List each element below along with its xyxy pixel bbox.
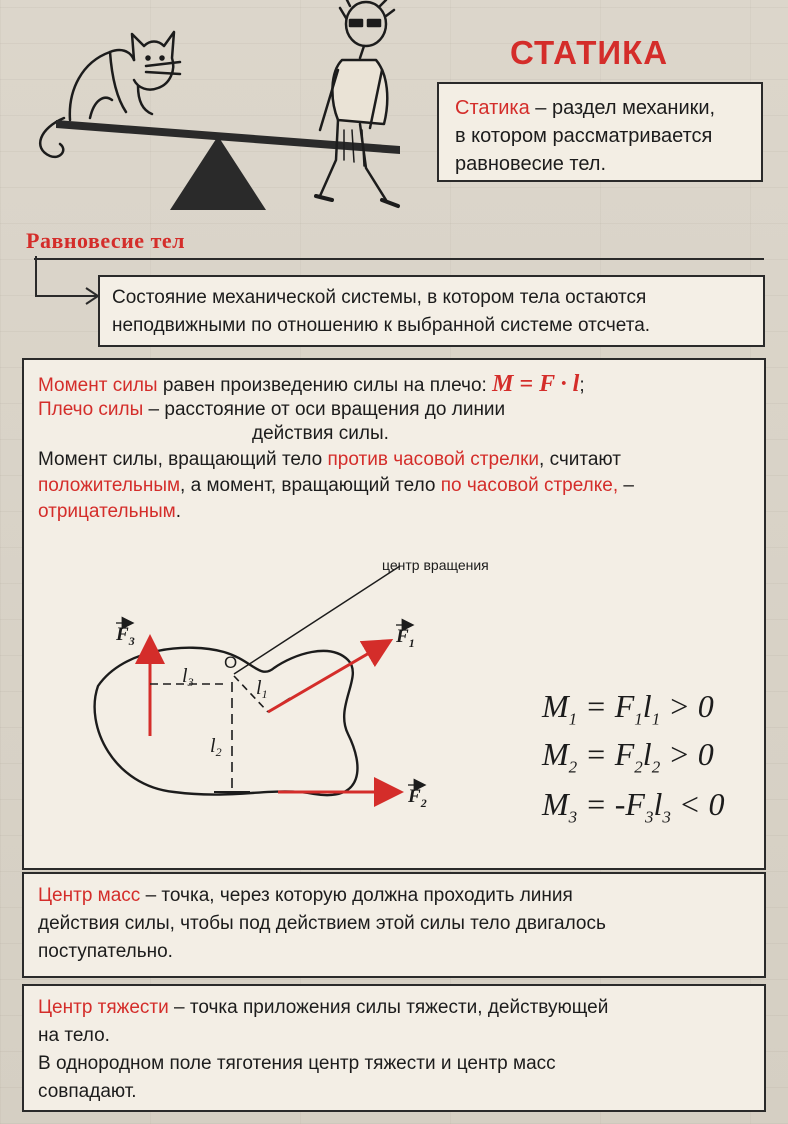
center-of-gravity-box	[22, 984, 766, 1112]
section-rule	[34, 258, 764, 260]
connector-arrow-icon	[30, 256, 102, 312]
clockwise-term: по часовой стрелке,	[440, 475, 619, 496]
statics-term: Статика	[455, 97, 530, 119]
counterclockwise-term: против часовой стрелки	[327, 449, 540, 470]
statics-definition-text: – раздел механики,	[529, 97, 716, 119]
center-of-mass-term: Центр масс	[38, 885, 141, 906]
seesaw-fulcrum	[170, 136, 266, 210]
rule-line3	[38, 500, 181, 524]
force-F2-label: $F_2$	[408, 786, 427, 810]
force-F1-arrow	[268, 642, 388, 712]
moment-term: Момент силы	[38, 375, 158, 396]
moment-line1	[38, 372, 585, 398]
rule-dash: –	[618, 475, 634, 496]
center-pointer-line	[234, 566, 400, 674]
statics-definition-line2: в котором рассматривается	[455, 125, 713, 147]
seesaw-illustration	[20, 0, 440, 230]
equation-M1: $M_1 = F_1l_1 > 0$	[542, 688, 714, 729]
force-F1-label: $F_1$	[396, 626, 415, 650]
person-figure	[316, 0, 398, 206]
cog-line4: совпадают.	[38, 1081, 137, 1102]
rule-text-c: , считают	[539, 449, 621, 470]
rule-line1	[38, 448, 621, 472]
arm-text: – расстояние от оси вращения до линии	[143, 399, 506, 420]
arm-term: Плечо силы	[38, 399, 144, 420]
moment-formula: M = F · l	[492, 371, 580, 397]
arm-line1	[38, 398, 505, 422]
cog-line1	[38, 994, 750, 1022]
center-of-rotation-label: центр вращения	[382, 557, 489, 573]
cog-text1: – точка приложения силы тяжести, действующей	[168, 997, 609, 1018]
cat-figure	[40, 32, 180, 157]
equilibrium-definition-box	[98, 275, 765, 347]
equilibrium-heading: Равновесие тел	[26, 228, 185, 253]
com-line1	[38, 882, 750, 910]
equilibrium-line1: Состояние механической системы, в котором тела остаются	[112, 287, 647, 308]
moment-semicolon: ;	[579, 375, 585, 396]
equation-M3: $M_3 = -F_3l_3 < 0$	[542, 786, 725, 827]
positive-term: положительным	[38, 475, 181, 496]
moment-panel	[22, 358, 766, 870]
equation-M2: $M_2 = F_2l_2 > 0$	[542, 736, 714, 777]
com-line2: действия силы, чтобы под действием этой силы тело двигалось	[38, 913, 606, 934]
moment-text1: равен произведению силы на плечо:	[157, 375, 493, 396]
origin-label: O	[224, 653, 238, 672]
torque-diagram	[64, 556, 524, 856]
statics-definition-line1	[455, 94, 749, 122]
statics-definition-line3: равновесие тел.	[455, 153, 607, 175]
negative-term: отрицательным	[38, 501, 176, 522]
arm-l1-label: $l_1$	[256, 677, 268, 701]
force-F3-label: $F_3$	[116, 624, 135, 648]
seesaw-plank	[56, 120, 400, 154]
equilibrium-line2: неподвижными по отношению к выбранной системе отсчета.	[112, 315, 651, 336]
rule-text-b: , а момент, вращающий тело	[180, 475, 441, 496]
arm-line2: действия силы.	[252, 423, 389, 444]
center-of-mass-box	[22, 872, 766, 978]
page-title: СТАТИКА	[510, 34, 669, 71]
cog-line3: В однородном поле тяготения центр тяжести и центр масс	[38, 1053, 556, 1074]
rule-line2	[38, 474, 634, 498]
arm-l2-label: $l_2$	[210, 735, 222, 759]
cog-line2: на тело.	[38, 1025, 110, 1046]
arm-l3-label: $l_3$	[182, 665, 194, 689]
com-line3: поступательно.	[38, 941, 173, 962]
rule-text-a: Момент силы, вращающий тело	[38, 449, 328, 470]
rule-period: .	[175, 501, 181, 522]
statics-definition-box	[437, 82, 763, 182]
center-of-gravity-term: Центр тяжести	[38, 997, 169, 1018]
com-text1: – точка, через которую должна проходить линия	[140, 885, 573, 906]
